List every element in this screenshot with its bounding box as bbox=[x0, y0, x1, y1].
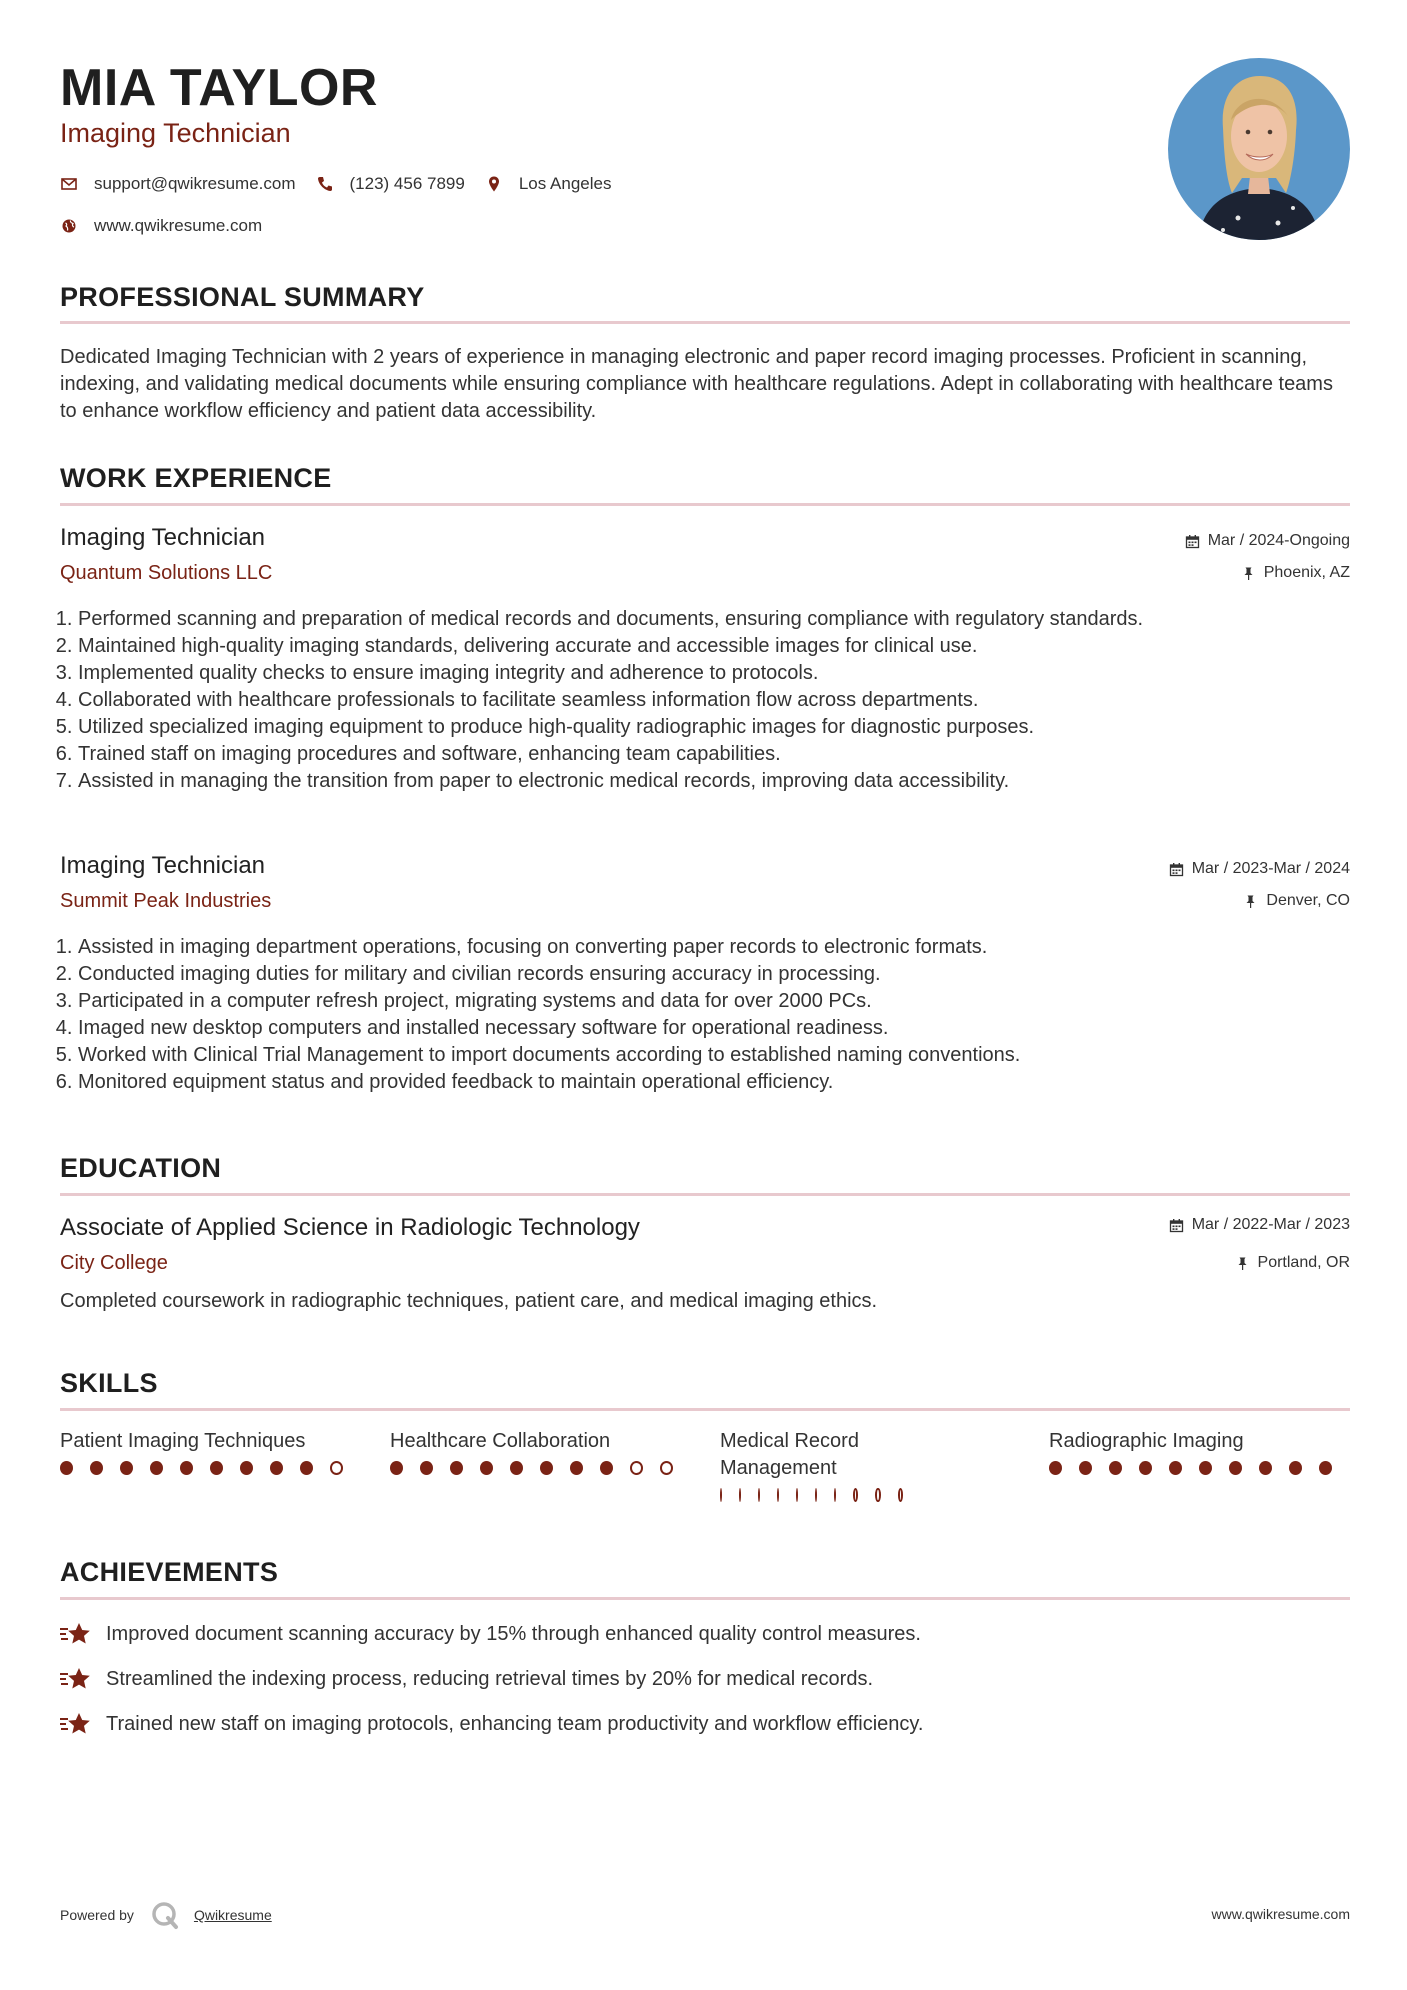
rating-dot-filled bbox=[150, 1461, 163, 1475]
rating-dot-filled bbox=[1319, 1461, 1332, 1475]
rating-dot-filled bbox=[60, 1461, 73, 1475]
education-dates-text: Mar / 2022-Mar / 2023 bbox=[1191, 1216, 1350, 1233]
rating-dot-filled bbox=[300, 1461, 313, 1475]
achievement-item bbox=[60, 1665, 1350, 1693]
skill-item bbox=[1049, 1428, 1349, 1475]
contact-row-1 bbox=[60, 172, 631, 196]
contact-info bbox=[60, 172, 631, 256]
experience-divider bbox=[60, 503, 1350, 506]
footer-powered-by bbox=[60, 1900, 272, 1930]
skill-item bbox=[390, 1428, 690, 1475]
list-item: 3. Participated in a computer refresh project, migrating systems and data for over 2000 PCs. bbox=[78, 988, 1368, 1015]
rating-dot-filled bbox=[1289, 1461, 1302, 1475]
skill-rating bbox=[720, 1488, 920, 1502]
star-badge-icon bbox=[60, 1620, 92, 1648]
skills-divider bbox=[60, 1408, 1350, 1411]
job-location bbox=[1241, 564, 1350, 582]
rating-dot-empty bbox=[898, 1488, 903, 1502]
company-name: Quantum Solutions LLC bbox=[60, 562, 273, 584]
job-location bbox=[1243, 892, 1350, 910]
pushpin-icon bbox=[1241, 566, 1256, 581]
rating-dot-filled bbox=[480, 1461, 493, 1475]
calendar-icon bbox=[1169, 1218, 1184, 1233]
rating-dot-empty bbox=[330, 1461, 343, 1475]
list-item: 1. Performed scanning and preparation of medical records and documents, ensuring compliance with regulatory standards. bbox=[78, 606, 1368, 633]
job-title: Imaging Technician bbox=[60, 524, 266, 551]
list-item: 5. Worked with Clinical Trial Management to import documents according to established naming conventions. bbox=[78, 1042, 1368, 1069]
rating-dot-filled bbox=[90, 1461, 103, 1475]
website-text: www.qwikresume.com bbox=[94, 216, 263, 235]
rating-dot-filled bbox=[1169, 1461, 1182, 1475]
list-item: 3. Implemented quality checks to ensure imaging integrity and adherence to protocols. bbox=[78, 660, 1368, 687]
rating-dot-filled bbox=[450, 1461, 463, 1475]
summary-text: Dedicated Imaging Technician with 2 years of experience in managing electronic and paper record imaging processes. Proficient in scanning, indexing, and validating medical documents while ensuring compliance with healthcare regulations. Adept in collaborating with healthcare teams to enhance workflow efficiency and patient data accessibility. bbox=[60, 346, 1333, 422]
rating-dot-filled bbox=[1079, 1461, 1092, 1475]
list-item: 6. Trained staff on imaging procedures and software, enhancing team capabilities. bbox=[78, 741, 1368, 768]
rating-dot-filled bbox=[420, 1461, 433, 1475]
rating-dot-filled bbox=[240, 1461, 253, 1475]
list-item: 4. Collaborated with healthcare professionals to facilitate seamless information flow across departments. bbox=[78, 687, 1368, 714]
list-item: 2. Conducted imaging duties for military and civilian records ensuring accuracy in processing. bbox=[78, 961, 1368, 988]
skill-name: Radiographic Imaging bbox=[1049, 1430, 1244, 1452]
job-entry-1 bbox=[60, 524, 1350, 824]
rating-dot-filled bbox=[815, 1488, 817, 1502]
school-name: City College bbox=[60, 1252, 168, 1274]
education-description: Completed coursework in radiographic techniques, patient care, and medical imaging ethics. bbox=[60, 1290, 878, 1312]
education-entry bbox=[60, 1214, 1350, 1334]
achievements-divider bbox=[60, 1597, 1350, 1600]
education-divider bbox=[60, 1193, 1350, 1196]
rating-dot-empty bbox=[630, 1461, 643, 1475]
education-location-text: Portland, OR bbox=[1257, 1254, 1350, 1271]
rating-dot-filled bbox=[540, 1461, 553, 1475]
rating-dot-empty bbox=[660, 1461, 673, 1475]
powered-by-label: Powered by bbox=[60, 1907, 134, 1923]
rating-dot-filled bbox=[777, 1488, 779, 1502]
list-item: 6. Monitored equipment status and provided feedback to maintain operational efficiency. bbox=[78, 1069, 1368, 1096]
job-location-text: Phoenix, AZ bbox=[1263, 564, 1350, 581]
candidate-title: Imaging Technician bbox=[60, 118, 291, 148]
rating-dot-filled bbox=[600, 1461, 613, 1475]
contact-location bbox=[485, 174, 612, 194]
skill-name: Healthcare Collaboration bbox=[390, 1430, 611, 1452]
footer-website[interactable]: www.qwikresume.com bbox=[1211, 1906, 1350, 1922]
qwikresume-link[interactable]: Qwikresume bbox=[193, 1907, 272, 1923]
job-title: Imaging Technician bbox=[60, 852, 266, 879]
rating-dot-filled bbox=[1049, 1461, 1062, 1475]
map-pin-icon bbox=[485, 175, 503, 193]
contact-website[interactable] bbox=[60, 216, 262, 236]
job-dates-text: Mar / 2023-Mar / 2024 bbox=[1191, 860, 1350, 877]
rating-dot-filled bbox=[758, 1488, 760, 1502]
skill-item bbox=[720, 1428, 920, 1502]
rating-dot-filled bbox=[796, 1488, 798, 1502]
rating-dot-filled bbox=[720, 1488, 722, 1502]
rating-dot-empty bbox=[875, 1488, 880, 1502]
envelope-icon bbox=[60, 175, 78, 193]
summary-divider bbox=[60, 321, 1350, 324]
company-name: Summit Peak Industries bbox=[60, 890, 272, 912]
rating-dot-filled bbox=[510, 1461, 523, 1475]
list-item: 2. Maintained high-quality imaging standards, delivering accurate and accessible images for clinical use. bbox=[78, 633, 1368, 660]
rating-dot-filled bbox=[1259, 1461, 1272, 1475]
avatar bbox=[1168, 58, 1350, 240]
job-dates-text: Mar / 2024-Ongoing bbox=[1207, 532, 1350, 549]
location-text: Los Angeles bbox=[518, 174, 612, 193]
skills-heading: SKILLS bbox=[60, 1368, 158, 1398]
rating-dot-filled bbox=[570, 1461, 583, 1475]
list-item: 7. Assisted in managing the transition from paper to electronic medical records, improving data accessibility. bbox=[78, 768, 1368, 795]
skill-rating bbox=[390, 1461, 690, 1475]
achievement-text: Improved document scanning accuracy by 15% through enhanced quality control measures. bbox=[106, 1622, 921, 1645]
rating-dot-filled bbox=[1229, 1461, 1242, 1475]
list-item: 5. Utilized specialized imaging equipment to produce high-quality radiographic images for diagnostic purposes. bbox=[78, 714, 1368, 741]
calendar-icon bbox=[1169, 862, 1184, 877]
rating-dot-filled bbox=[210, 1461, 223, 1475]
achievement-text: Trained new staff on imaging protocols, enhancing team productivity and workflow efficiency. bbox=[106, 1712, 924, 1735]
contact-email[interactable] bbox=[60, 174, 296, 194]
candidate-name: MIA TAYLOR bbox=[60, 59, 378, 117]
phone-text: (123) 456 7899 bbox=[349, 174, 465, 193]
rating-dot-filled bbox=[834, 1488, 836, 1502]
star-badge-icon bbox=[60, 1665, 92, 1693]
email-text: support@qwikresume.com bbox=[94, 174, 296, 193]
rating-dot-filled bbox=[1139, 1461, 1152, 1475]
achievement-text: Streamlined the indexing process, reducing retrieval times by 20% for medical records. bbox=[106, 1667, 874, 1690]
job-duties-list bbox=[60, 934, 1368, 1096]
contact-row-2 bbox=[60, 214, 631, 238]
rating-dot-empty bbox=[853, 1488, 858, 1502]
list-item: 1. Assisted in imaging department operations, focusing on converting paper records to electronic formats. bbox=[78, 934, 1368, 961]
list-item: 4. Imaged new desktop computers and installed necessary software for operational readiness. bbox=[78, 1015, 1368, 1042]
profile-photo-icon bbox=[1168, 58, 1350, 240]
rating-dot-filled bbox=[180, 1461, 193, 1475]
achievement-item bbox=[60, 1710, 1350, 1738]
job-duties-list bbox=[60, 606, 1368, 795]
skill-name: Patient Imaging Techniques bbox=[60, 1430, 306, 1452]
education-location bbox=[1235, 1254, 1350, 1272]
rating-dot-filled bbox=[120, 1461, 133, 1475]
phone-icon bbox=[316, 175, 334, 193]
degree-name: Associate of Applied Science in Radiologic Technology bbox=[60, 1214, 640, 1241]
qwikresume-logo-icon bbox=[150, 1900, 180, 1930]
star-badge-icon bbox=[60, 1710, 92, 1738]
skill-rating bbox=[60, 1461, 360, 1475]
rating-dot-filled bbox=[390, 1461, 403, 1475]
contact-phone[interactable] bbox=[316, 174, 465, 194]
achievement-item bbox=[60, 1620, 1350, 1648]
education-dates bbox=[1169, 1216, 1350, 1234]
experience-heading: WORK EXPERIENCE bbox=[60, 463, 332, 493]
job-location-text: Denver, CO bbox=[1266, 892, 1350, 909]
rating-dot-filled bbox=[739, 1488, 741, 1502]
job-entry-2 bbox=[60, 852, 1350, 1112]
skill-name: Medical Record Management bbox=[720, 1430, 859, 1479]
summary-heading: PROFESSIONAL SUMMARY bbox=[60, 282, 425, 312]
job-dates bbox=[1169, 860, 1350, 878]
calendar-icon bbox=[1185, 534, 1200, 549]
rating-dot-filled bbox=[270, 1461, 283, 1475]
skills-grid bbox=[60, 1428, 1350, 1528]
skill-item bbox=[60, 1428, 360, 1475]
job-dates bbox=[1185, 532, 1350, 550]
rating-dot-filled bbox=[1109, 1461, 1122, 1475]
pushpin-icon bbox=[1235, 1256, 1250, 1271]
rating-dot-filled bbox=[1199, 1461, 1212, 1475]
globe-icon bbox=[60, 217, 78, 235]
skill-rating bbox=[1049, 1461, 1349, 1475]
achievements-heading: ACHIEVEMENTS bbox=[60, 1557, 279, 1587]
education-heading: EDUCATION bbox=[60, 1153, 222, 1183]
pushpin-icon bbox=[1243, 894, 1258, 909]
